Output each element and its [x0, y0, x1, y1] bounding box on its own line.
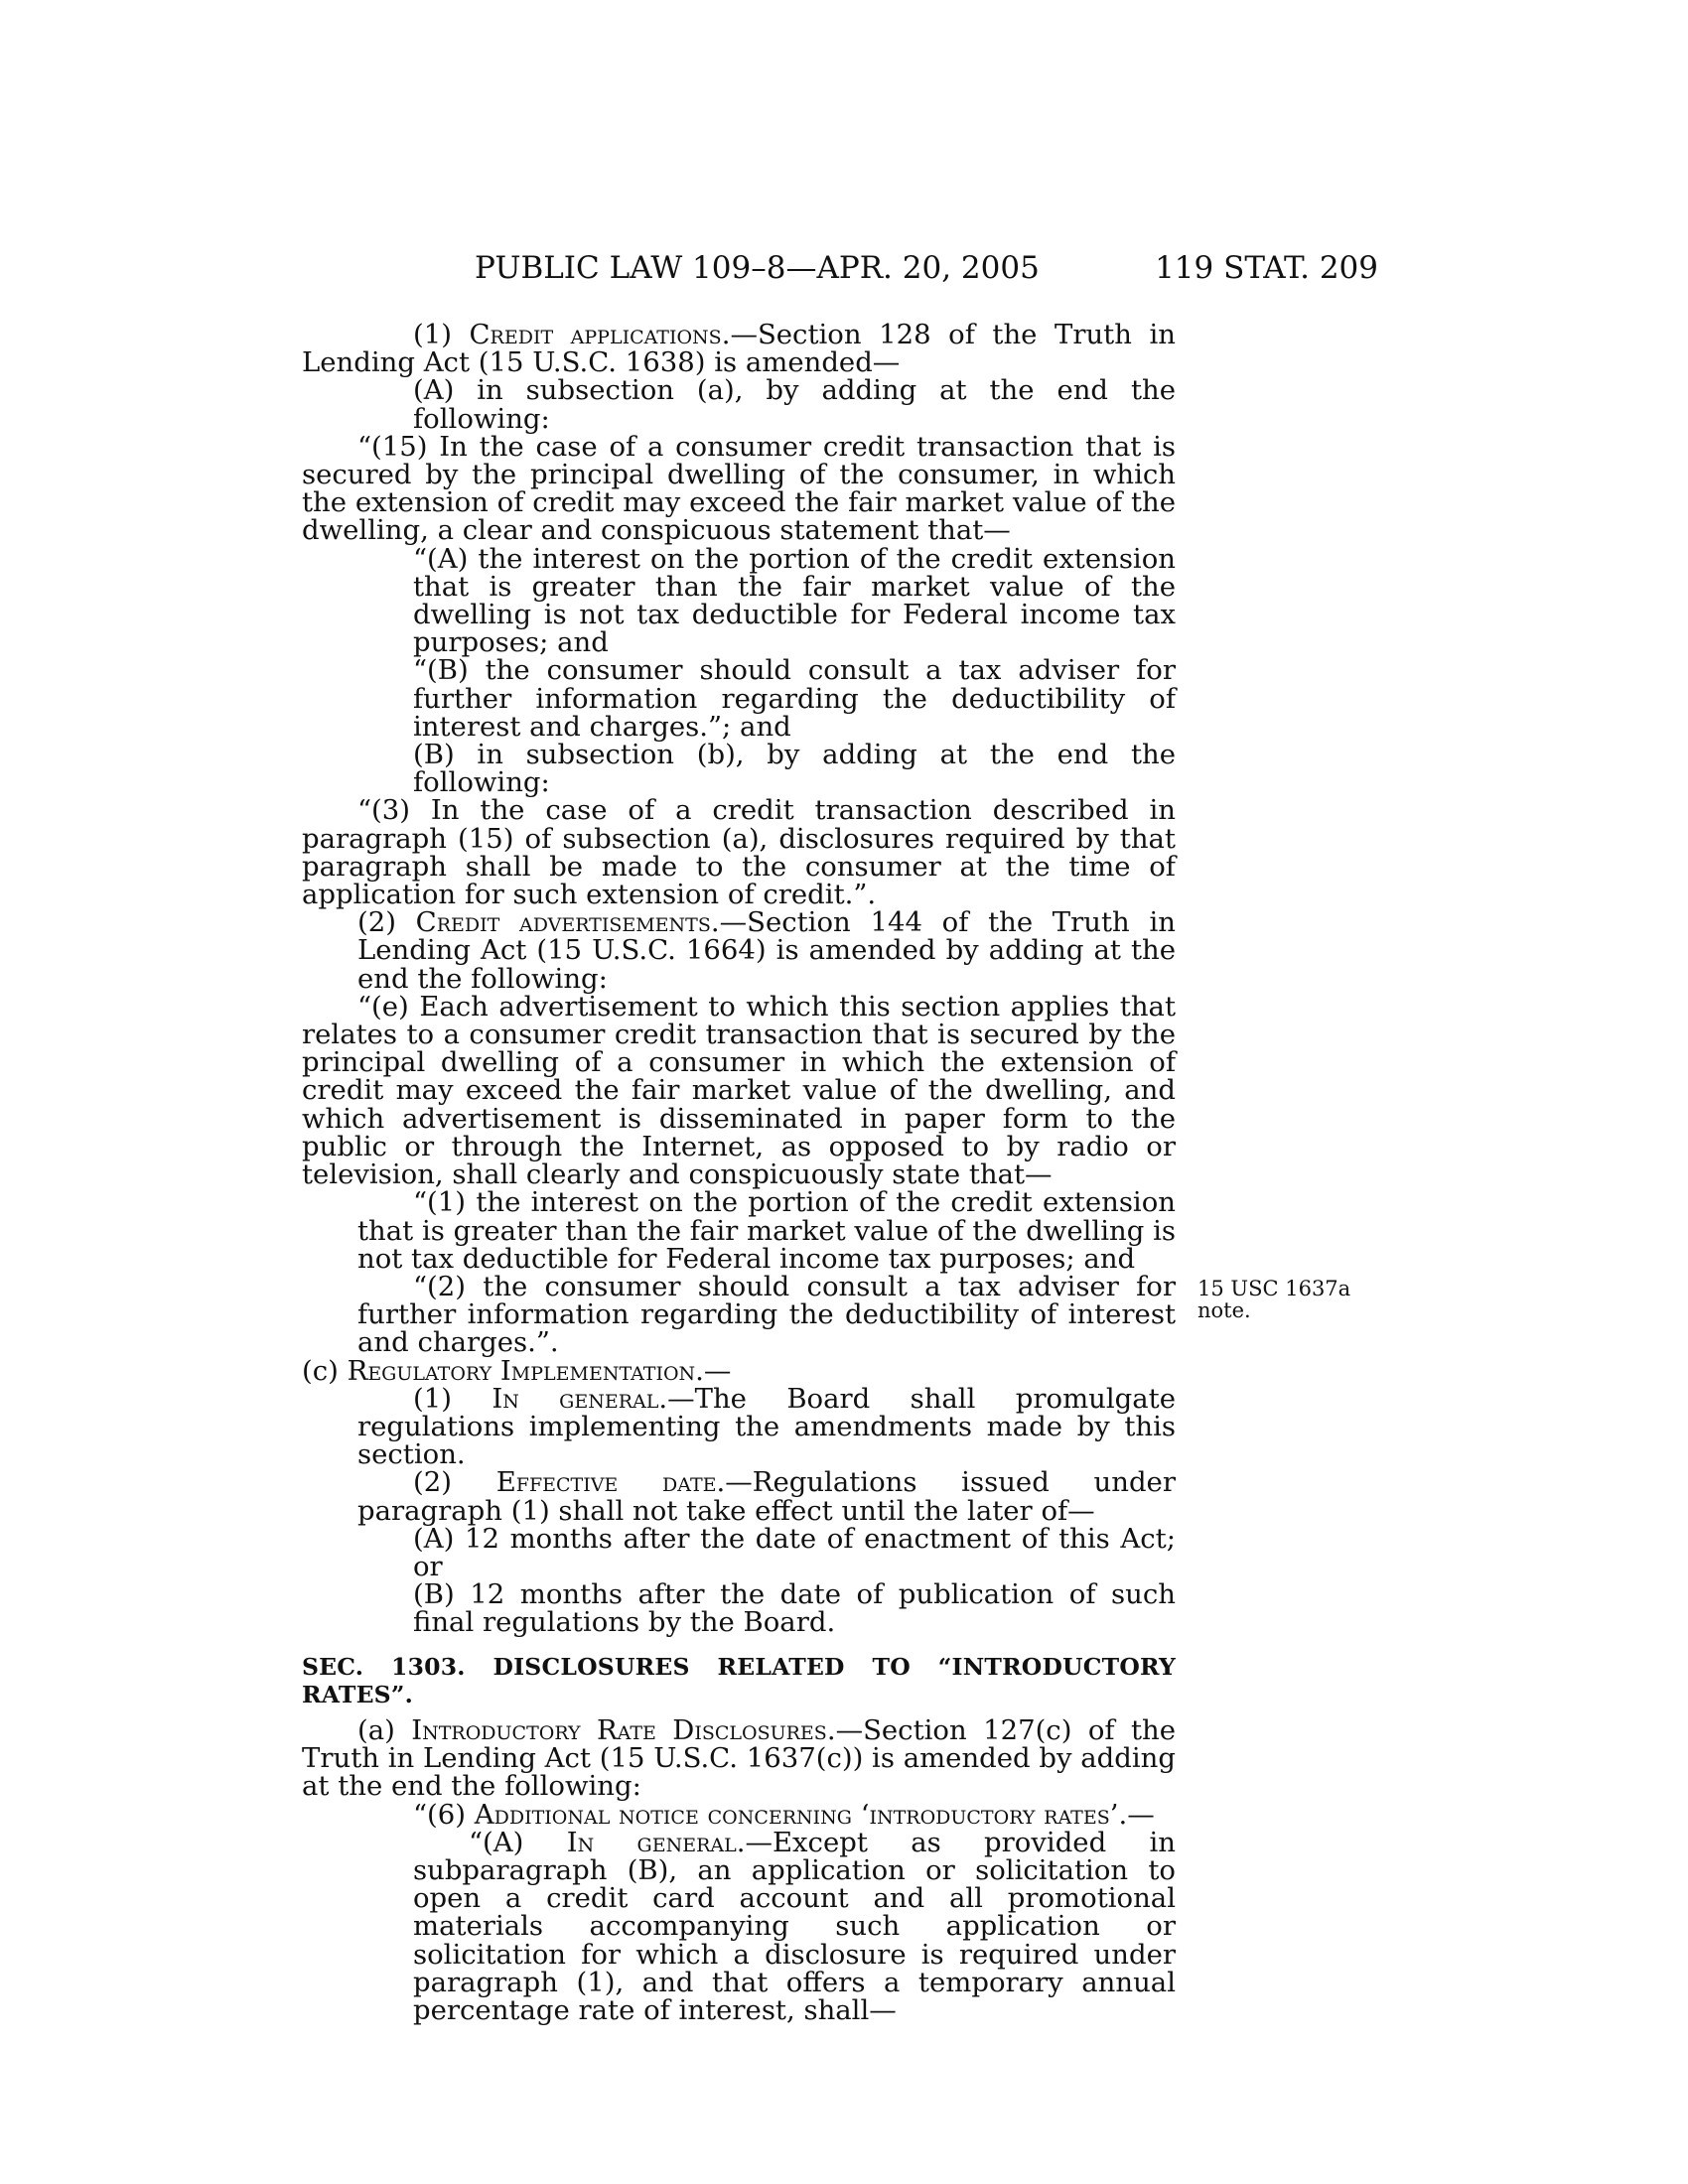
paragraph: “(e) Each advertisement to which this section applies that relates to a consumer credit transaction that is secured by the principal dwelling of a consumer in which the extension of credit may exceed the fair market value of the dwelling, and which advertisement is disseminated in paper form to the public or through the Internet, as opposed to by radio or television, shall clearly and conspicuously state that— [302, 990, 1176, 1191]
paragraph: (B) 12 months after the date of publication of such final regulations by the Board. [413, 1578, 1176, 1639]
paragraph-heading: Effective date [495, 1466, 717, 1499]
paragraph-number: “(6) [413, 1798, 475, 1831]
paragraph-number: “(A) [469, 1826, 567, 1858]
paragraph-number: (2) [357, 906, 416, 939]
paragraph-text: .—Section 128 of the Truth in Lending Act (15 U.S.C. 1638) is amended— [302, 319, 1176, 379]
paragraph [302, 542, 1176, 659]
header-page-number: 119 STAT. 209 [1155, 250, 1378, 286]
paragraph-heading: Credit advertisements [415, 906, 711, 939]
paragraph-text: .—Section 127(c) of the Truth in Lending Act (15 U.S.C. 1637(c)) is amended by adding at the end the following: [302, 1713, 1176, 1803]
paragraph-number: (a) [357, 1713, 412, 1746]
paragraph-text: “(A) the interest on the portion of the credit extension that is greater than the fair market value of the dwelling is not tax deductible for Federal income tax purposes; and [413, 542, 1176, 659]
paragraph-heading: Introductory Rate Disclosures [411, 1713, 827, 1746]
margin-citation [1197, 1278, 1386, 1321]
paragraph-heading: Credit applications [469, 319, 722, 350]
paragraph-heading: Regulatory Implementation [347, 1354, 696, 1387]
paragraph-text: .— [1118, 1798, 1155, 1831]
page-header [475, 250, 1378, 290]
paragraph [302, 1466, 1176, 1527]
paragraph: (A) 12 months after the date of enactment of this Act; or [413, 1522, 1176, 1582]
paragraph [302, 1354, 1176, 1387]
paragraph [302, 1826, 1177, 2026]
paragraph-text: .— [695, 1354, 732, 1387]
document-body [302, 321, 1176, 2024]
margin-citation-line: note. [1197, 1298, 1251, 1322]
paragraph [302, 1713, 1176, 1803]
paragraph: (B) in subsection (b), by adding at the end the following: [413, 739, 1176, 799]
paragraph-text: .—Except as provided in subparagraph (B), an application or solicitation to open a credit card account and all promotional materials accompanying such application or solicitation for which a disclosure is required under paragraph (1), and that offers a temporary annual percentage rate of interest, shall— [413, 1826, 1177, 2026]
paragraph-text: .—The Board shall promulgate regulations implementing the amendments made by this section. [357, 1382, 1176, 1471]
paragraph-number: (1) [413, 1382, 492, 1415]
paragraph [302, 319, 1176, 379]
paragraph: “(15) In the case of a consumer credit transaction that is secured by the principal dwelling of the consumer, in which the extension of credit may exceed the fair market value of the dwelling, a clear and conspicuous statement that— [302, 430, 1176, 547]
paragraph-heading: Additional notice concerning ‘introductory rates’ [474, 1798, 1119, 1831]
paragraph-text: .—Section 144 of the Truth in Lending Act (15 U.S.C. 1664) is amended by adding at the end the following: [357, 906, 1176, 995]
header-title: PUBLIC LAW 109–8—APR. 20, 2005 [475, 250, 1040, 286]
paragraph-text: .—Regulations issued under paragraph (1) shall not take effect until the later of— [357, 1466, 1176, 1527]
paragraph-number: (2) [413, 1466, 496, 1499]
paragraph [302, 908, 1176, 993]
paragraph-number: (1) [413, 319, 470, 350]
paragraph [302, 1798, 1176, 1831]
paragraph-number: (c) [302, 1354, 348, 1387]
paragraph: “(1) the interest on the portion of the credit extension that is greater than the fair market value of the dwelling is not tax deductible for Federal income tax purposes; and [357, 1186, 1176, 1275]
paragraph [302, 1382, 1176, 1471]
paragraph-heading: In general [492, 1382, 659, 1415]
margin-citation-line: 15 USC 1637a [1197, 1277, 1351, 1300]
paragraph: “(3) In the case of a credit transaction described in paragraph (15) of subsection (a), disclosures required by that paragraph shall be made to the consumer at the time of application for such extension of credit.”. [302, 794, 1176, 911]
paragraph-heading: In general [566, 1826, 737, 1858]
paragraph: “(2) the consumer should consult a tax adviser for further information regarding the deductibility of interest and charges.”. [357, 1270, 1176, 1359]
paragraph: (A) in subsection (a), by adding at the end the following: [413, 374, 1176, 435]
paragraph: “(B) the consumer should consult a tax adviser for further information regarding the deductibility of interest and charges.”; and [413, 654, 1176, 743]
section-heading: SEC. 1303. DISCLOSURES RELATED TO “INTRODUCTORY RATES”. [302, 1652, 1176, 1708]
